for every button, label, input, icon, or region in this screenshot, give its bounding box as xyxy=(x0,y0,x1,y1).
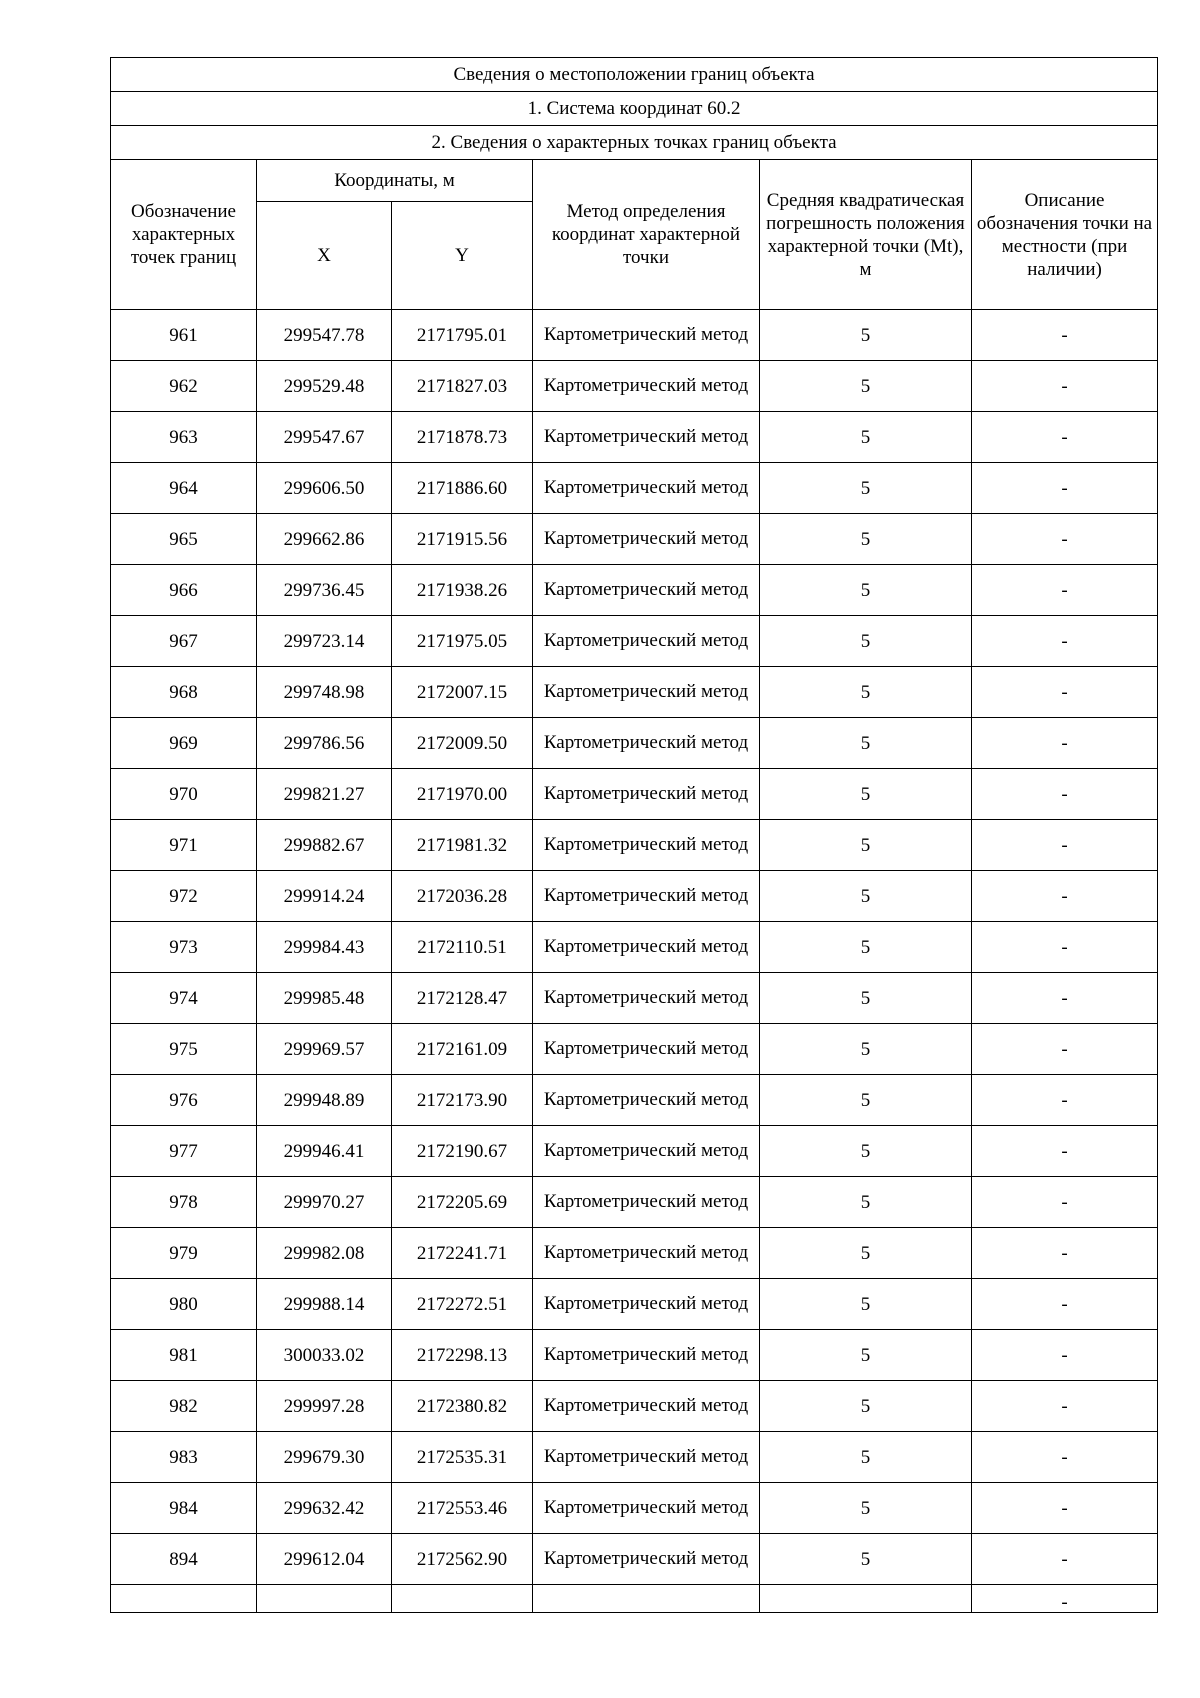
cell-x: 299736.45 xyxy=(257,565,392,616)
cell-point: 964 xyxy=(111,463,257,514)
cell-y: 2172009.50 xyxy=(392,718,533,769)
cell-x: 299547.78 xyxy=(257,310,392,361)
cell-description: - xyxy=(972,718,1158,769)
cell-point: 967 xyxy=(111,616,257,667)
cell-x: 299970.27 xyxy=(257,1177,392,1228)
cell-method: Картометрический метод xyxy=(533,361,760,412)
cell-point: 961 xyxy=(111,310,257,361)
cell-x: 299612.04 xyxy=(257,1534,392,1585)
cell-error: 5 xyxy=(760,973,972,1024)
cell-y: 2171938.26 xyxy=(392,565,533,616)
cell-error: 5 xyxy=(760,820,972,871)
cell-method: Картометрический метод xyxy=(533,616,760,667)
cell-description: - xyxy=(972,1483,1158,1534)
cell-x: 299606.50 xyxy=(257,463,392,514)
cell-error: 5 xyxy=(760,1381,972,1432)
cell-method: Картометрический метод xyxy=(533,922,760,973)
cell-x: 299882.67 xyxy=(257,820,392,871)
table-row xyxy=(111,1075,1158,1126)
cell-x: 299948.89 xyxy=(257,1075,392,1126)
cell-y: 2172173.90 xyxy=(392,1075,533,1126)
cell-description: - xyxy=(972,361,1158,412)
cell-point: 965 xyxy=(111,514,257,565)
cell-error: 5 xyxy=(760,922,972,973)
cell-description: - xyxy=(972,871,1158,922)
cell-method: Картометрический метод xyxy=(533,820,760,871)
cell-y: 2172007.15 xyxy=(392,667,533,718)
cell-y: 2171975.05 xyxy=(392,616,533,667)
table-row xyxy=(111,565,1158,616)
table-row xyxy=(111,1177,1158,1228)
header-error: Средняя квадратическая погрешность положения характерной точки (Mt), м xyxy=(760,160,972,310)
cell-empty xyxy=(257,1585,392,1613)
cell-description: - xyxy=(972,1381,1158,1432)
cell-y: 2172562.90 xyxy=(392,1534,533,1585)
cell-empty xyxy=(760,1585,972,1613)
cell-point: 971 xyxy=(111,820,257,871)
cell-x: 299997.28 xyxy=(257,1381,392,1432)
cell-description: - xyxy=(972,310,1158,361)
cell-description: - xyxy=(972,565,1158,616)
cell-error: 5 xyxy=(760,1126,972,1177)
cell-description: - xyxy=(972,1177,1158,1228)
header-description: Описание обозначения точки на местности (при наличии) xyxy=(972,160,1158,310)
cell-error: 5 xyxy=(760,1075,972,1126)
cell-error: 5 xyxy=(760,1024,972,1075)
cell-y: 2172298.13 xyxy=(392,1330,533,1381)
cell-x: 299529.48 xyxy=(257,361,392,412)
cell-description: - xyxy=(972,1279,1158,1330)
cell-x: 299821.27 xyxy=(257,769,392,820)
cell-error: 5 xyxy=(760,361,972,412)
table-row xyxy=(111,1381,1158,1432)
cell-empty xyxy=(111,1585,257,1613)
table-row xyxy=(111,1534,1158,1585)
cell-point: 962 xyxy=(111,361,257,412)
cell-method: Картометрический метод xyxy=(533,718,760,769)
cell-error: 5 xyxy=(760,667,972,718)
cell-point: 968 xyxy=(111,667,257,718)
cell-method: Картометрический метод xyxy=(533,412,760,463)
cell-error: 5 xyxy=(760,310,972,361)
table-row xyxy=(111,412,1158,463)
cell-method: Картометрический метод xyxy=(533,514,760,565)
cell-error: 5 xyxy=(760,565,972,616)
cell-point: 973 xyxy=(111,922,257,973)
cell-error: 5 xyxy=(760,1483,972,1534)
table-row xyxy=(111,1330,1158,1381)
cell-point: 975 xyxy=(111,1024,257,1075)
cell-error: 5 xyxy=(760,1330,972,1381)
cell-x: 299982.08 xyxy=(257,1228,392,1279)
header-y: Y xyxy=(392,202,533,310)
cell-y: 2171878.73 xyxy=(392,412,533,463)
cell-x: 299632.42 xyxy=(257,1483,392,1534)
cell-x: 299662.86 xyxy=(257,514,392,565)
header-method: Метод определения координат характерной точки xyxy=(533,160,760,310)
cell-method: Картометрический метод xyxy=(533,463,760,514)
cell-y: 2171886.60 xyxy=(392,463,533,514)
table-row xyxy=(111,1483,1158,1534)
cell-method: Картометрический метод xyxy=(533,1126,760,1177)
cell-description: - xyxy=(972,1432,1158,1483)
cell-x: 299723.14 xyxy=(257,616,392,667)
cell-point: 972 xyxy=(111,871,257,922)
table-row xyxy=(111,310,1158,361)
cell-x: 299679.30 xyxy=(257,1432,392,1483)
cell-y: 2171827.03 xyxy=(392,361,533,412)
cell-error: 5 xyxy=(760,412,972,463)
cell-description: - xyxy=(972,412,1158,463)
cell-method: Картометрический метод xyxy=(533,1330,760,1381)
cell-description: - xyxy=(972,1228,1158,1279)
table-row xyxy=(111,1279,1158,1330)
cell-x: 299786.56 xyxy=(257,718,392,769)
cell-point: 979 xyxy=(111,1228,257,1279)
cell-description: - xyxy=(972,973,1158,1024)
table-row xyxy=(111,361,1158,412)
cell-error: 5 xyxy=(760,1228,972,1279)
cell-method: Картометрический метод xyxy=(533,565,760,616)
cell-x: 299969.57 xyxy=(257,1024,392,1075)
cell-x: 300033.02 xyxy=(257,1330,392,1381)
table-row xyxy=(111,1228,1158,1279)
cell-y: 2172272.51 xyxy=(392,1279,533,1330)
table-title: Сведения о местоположении границ объекта xyxy=(111,58,1158,92)
table-row xyxy=(111,616,1158,667)
cell-error: 5 xyxy=(760,1534,972,1585)
cell-y: 2171915.56 xyxy=(392,514,533,565)
cell-y: 2171795.01 xyxy=(392,310,533,361)
cell-description: - xyxy=(972,514,1158,565)
cell-method: Картометрический метод xyxy=(533,1024,760,1075)
cell-point: 981 xyxy=(111,1330,257,1381)
header-x: X xyxy=(257,202,392,310)
cell-error: 5 xyxy=(760,871,972,922)
cell-description: - xyxy=(972,1126,1158,1177)
boundary-points-table xyxy=(110,57,1158,1613)
cell-method: Картометрический метод xyxy=(533,1432,760,1483)
table-row xyxy=(111,514,1158,565)
cell-description: - xyxy=(972,463,1158,514)
cell-method: Картометрический метод xyxy=(533,667,760,718)
cell-error: 5 xyxy=(760,1279,972,1330)
cell-method: Картометрический метод xyxy=(533,1228,760,1279)
cell-y: 2172161.09 xyxy=(392,1024,533,1075)
cell-description: - xyxy=(972,667,1158,718)
cell-error: 5 xyxy=(760,769,972,820)
cell-point: 966 xyxy=(111,565,257,616)
cell-method: Картометрический метод xyxy=(533,973,760,1024)
cell-error: 5 xyxy=(760,514,972,565)
cell-y: 2172241.71 xyxy=(392,1228,533,1279)
table-row xyxy=(111,820,1158,871)
cell-description: - xyxy=(972,769,1158,820)
cell-point: 983 xyxy=(111,1432,257,1483)
cell-x: 299988.14 xyxy=(257,1279,392,1330)
cell-method: Картометрический метод xyxy=(533,1483,760,1534)
cell-method: Картометрический метод xyxy=(533,871,760,922)
cell-y: 2172535.31 xyxy=(392,1432,533,1483)
header-point: Обозначение характерных точек границ xyxy=(111,160,257,310)
cell-error: 5 xyxy=(760,463,972,514)
cell-point: 982 xyxy=(111,1381,257,1432)
coordinate-system: 1. Система координат 60.2 xyxy=(111,92,1158,126)
table-row xyxy=(111,769,1158,820)
cell-method: Картометрический метод xyxy=(533,769,760,820)
cell-description: - xyxy=(972,1024,1158,1075)
cell-method: Картометрический метод xyxy=(533,1279,760,1330)
cell-point: 977 xyxy=(111,1126,257,1177)
cell-y: 2172553.46 xyxy=(392,1483,533,1534)
table-row xyxy=(111,718,1158,769)
cell-method: Картометрический метод xyxy=(533,1381,760,1432)
cell-method: Картометрический метод xyxy=(533,1534,760,1585)
cell-point: 976 xyxy=(111,1075,257,1126)
table-row xyxy=(111,1126,1158,1177)
cell-error: 5 xyxy=(760,1177,972,1228)
cell-point: 984 xyxy=(111,1483,257,1534)
cell-y: 2172190.67 xyxy=(392,1126,533,1177)
cell-method: Картометрический метод xyxy=(533,1075,760,1126)
cell-point: 970 xyxy=(111,769,257,820)
table-row xyxy=(111,922,1158,973)
cell-error: 5 xyxy=(760,616,972,667)
table-row xyxy=(111,463,1158,514)
cell-error: 5 xyxy=(760,718,972,769)
cell-point: 963 xyxy=(111,412,257,463)
cell-empty xyxy=(392,1585,533,1613)
cell-y: 2171970.00 xyxy=(392,769,533,820)
cell-point: 969 xyxy=(111,718,257,769)
table-row-empty xyxy=(111,1585,1158,1613)
cell-x: 299984.43 xyxy=(257,922,392,973)
cell-y: 2172036.28 xyxy=(392,871,533,922)
cell-description: - xyxy=(972,922,1158,973)
header-coords: Координаты, м xyxy=(257,160,533,202)
cell-point: 974 xyxy=(111,973,257,1024)
cell-y: 2172205.69 xyxy=(392,1177,533,1228)
cell-y: 2172128.47 xyxy=(392,973,533,1024)
cell-point: 894 xyxy=(111,1534,257,1585)
cell-x: 299748.98 xyxy=(257,667,392,718)
cell-point: 978 xyxy=(111,1177,257,1228)
cell-method: Картометрический метод xyxy=(533,310,760,361)
cell-x: 299946.41 xyxy=(257,1126,392,1177)
cell-y: 2172380.82 xyxy=(392,1381,533,1432)
cell-description: - xyxy=(972,820,1158,871)
cell-description: - xyxy=(972,1534,1158,1585)
cell-empty xyxy=(533,1585,760,1613)
table-row xyxy=(111,667,1158,718)
cell-description: - xyxy=(972,1585,1158,1613)
cell-y: 2171981.32 xyxy=(392,820,533,871)
cell-method: Картометрический метод xyxy=(533,1177,760,1228)
cell-point: 980 xyxy=(111,1279,257,1330)
cell-x: 299914.24 xyxy=(257,871,392,922)
cell-y: 2172110.51 xyxy=(392,922,533,973)
table-row xyxy=(111,1432,1158,1483)
section-title: 2. Сведения о характерных точках границ объекта xyxy=(111,126,1158,160)
cell-description: - xyxy=(972,1330,1158,1381)
cell-error: 5 xyxy=(760,1432,972,1483)
table-row xyxy=(111,1024,1158,1075)
cell-x: 299985.48 xyxy=(257,973,392,1024)
cell-x: 299547.67 xyxy=(257,412,392,463)
table-row xyxy=(111,973,1158,1024)
table-row xyxy=(111,871,1158,922)
cell-description: - xyxy=(972,616,1158,667)
cell-description: - xyxy=(972,1075,1158,1126)
